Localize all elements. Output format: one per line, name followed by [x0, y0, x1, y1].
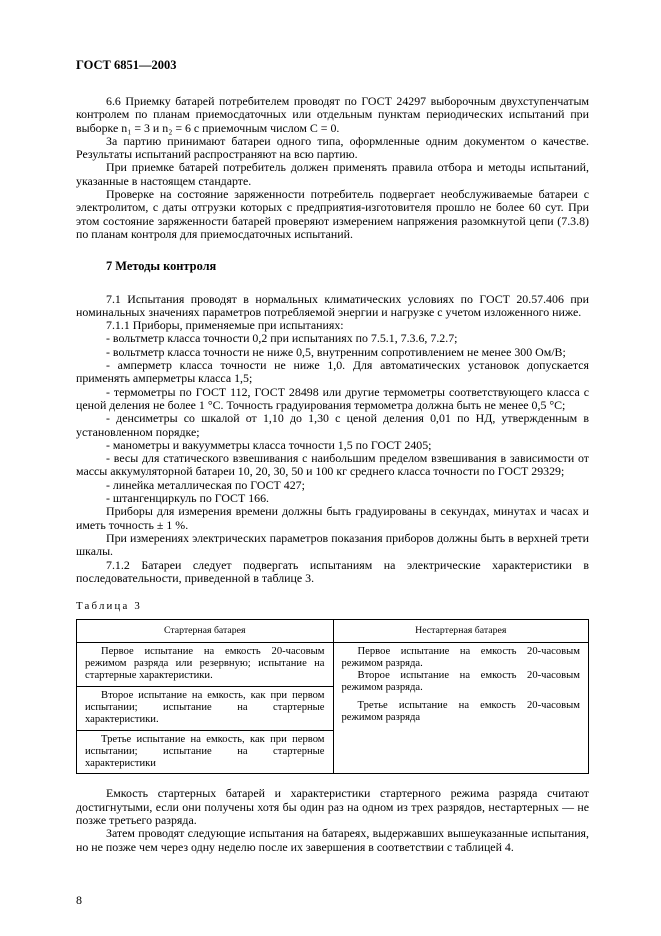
page-number: 8 — [76, 892, 82, 907]
table-3-col-nonstarter: Нестартерная батарея — [333, 620, 589, 642]
instrument-item: - термометры по ГОСТ 112, ГОСТ 28498 или другие термометры соответствующего класса с ценой деления не более 1 °С. Точность градуирования термометра должна быть не менее 0,5 °С; — [76, 384, 589, 412]
paragraph-capacity-result: Емкость стартерных батарей и характеристики стартерного режима разряда считают достигнутыми, если они получены хотя бы один раз на одном из трех разрядов, нестартерных — не позже третьего разряда. — [76, 786, 589, 828]
section-7-heading: 7 Методы контроля — [106, 259, 217, 274]
doc-code: ГОСТ 6851—2003 — [76, 58, 177, 72]
table-3 — [76, 619, 589, 774]
table-3-starter-column — [77, 643, 333, 773]
paragraph-7-1-1: 7.1.1 Приборы, применяемые при испытаниях: — [106, 318, 344, 333]
table-3-nonstarter-column — [333, 643, 589, 773]
table-3-body — [77, 643, 588, 773]
paragraph-6-6: 6.6 Приемку батарей потребителем проводят по ГОСТ 24297 выборочным двухступенчатым контролем по планам приемосдаточных или отдельным пунктам периодических испытаний при выборке n₁ = 3 и n₂ = 6 с приемочным числом С = 0. — [76, 94, 589, 135]
table-cell-text: Первое испытание на емкость 20-часовым режимом разряда или резервную; испытание на стартерные характеристики. — [85, 646, 325, 682]
table-cell-text: Второе испытание на емкость, как при первом испытании; испытание на стартерные характеристики. — [85, 690, 325, 725]
instrument-item: - манометры и вакуумметры класса точности 1,5 по ГОСТ 2405; — [106, 437, 432, 452]
paragraph-batch: За партию принимают батареи одного типа, оформленные одним документом о качестве. Результаты испытаний распространяют на всю партию. — [76, 133, 589, 162]
document-body — [76, 95, 589, 907]
instrument-item: - линейка металлическая по ГОСТ 427; — [106, 477, 305, 492]
table-row — [77, 643, 333, 687]
table-row — [77, 687, 333, 731]
table-3-caption: Таблица 3 — [76, 600, 142, 613]
instrument-item: - вольтметр класса точности 0,2 при испытаниях по 7.5.1, 7.3.6, 7.2.7; — [106, 331, 458, 346]
table-cell-text: Второе испытание на емкость 20-часовым режимом разряда. — [341, 670, 580, 694]
table-3-header-row — [77, 620, 588, 643]
paragraph-charge-state: Проверке на состояние заряженности потребитель подвергает необслуживаемые батареи с электролитом, с даты отгрузки которых с предприятия-изготовителя прошло не более 60 сут. При этом состояние заряженности батарей проверяют измерением напряжения разомкнутой цепи (7.3.8) по планам контроля для приемосдаточных испытаний. — [76, 187, 589, 241]
paragraph-acceptance-rules: При приемке батарей потребитель должен применять правила отбора и методы испытаний, указанные в настоящем стандарте. — [76, 160, 589, 188]
instrument-item: - штангенциркуль по ГОСТ 166. — [106, 491, 270, 506]
table-cell-text: Третье испытание на емкость 20-часовым режимом разряда — [341, 699, 580, 723]
paragraph-7-1-2: 7.1.2 Батареи следует подвергать испытаниям на электрические характеристики в последовательности, приведенной в таблице 3. — [76, 557, 589, 585]
instrument-item: - вольтметр класса точности не ниже 0,5, внутренним сопротивлением не менее 300 Ом/В; — [106, 344, 566, 359]
instrument-item: - амперметр класса точности не ниже 1,0. Для автоматических установок допускается применять амперметры класса 1,5; — [76, 358, 589, 386]
paragraph-scale: При измерениях электрических параметров показания приборов должны быть в верхней трети шкалы. — [76, 530, 589, 559]
paragraph-time-instruments: Приборы для измерения времени должны быть градуированы в секундах, минутах и часах и иметь точность ± 1 %. — [76, 504, 589, 532]
table-cell-text: Первое испытание на емкость 20-часовым режимом разряда. — [341, 646, 580, 670]
table-row — [77, 731, 333, 774]
table-3-col-starter: Стартерная батарея — [163, 625, 246, 637]
instrument-item: - денсиметры со шкалой от 1,10 до 1,30 с ценой деления 0,01 по НД, утвержденным в установленном порядке; — [76, 411, 589, 439]
paragraph-7-1: 7.1 Испытания проводят в нормальных климатических условиях по ГОСТ 20.57.406 при номинальных значениях параметров потребляемой энергии и нагрузке с учетом изложенного ниже. — [76, 291, 589, 319]
table-cell-text: Третье испытание на емкость, как при первом испытании; испытание на стартерные характеристики — [85, 733, 325, 769]
instrument-item: - весы для статического взвешивания с наибольшим пределом взвешивания в зависимости от массы аккумуляторной батареи 10, 20, 30, 50 и 100 кг среднего класса точности по ГОСТ 29329; — [76, 451, 589, 479]
paragraph-next-tests: Затем проводят следующие испытания на батареях, выдержавших вышеуказанные испытания, но не позже чем через одну неделю после их завершения в соответствии с таблицей 4. — [76, 826, 589, 854]
